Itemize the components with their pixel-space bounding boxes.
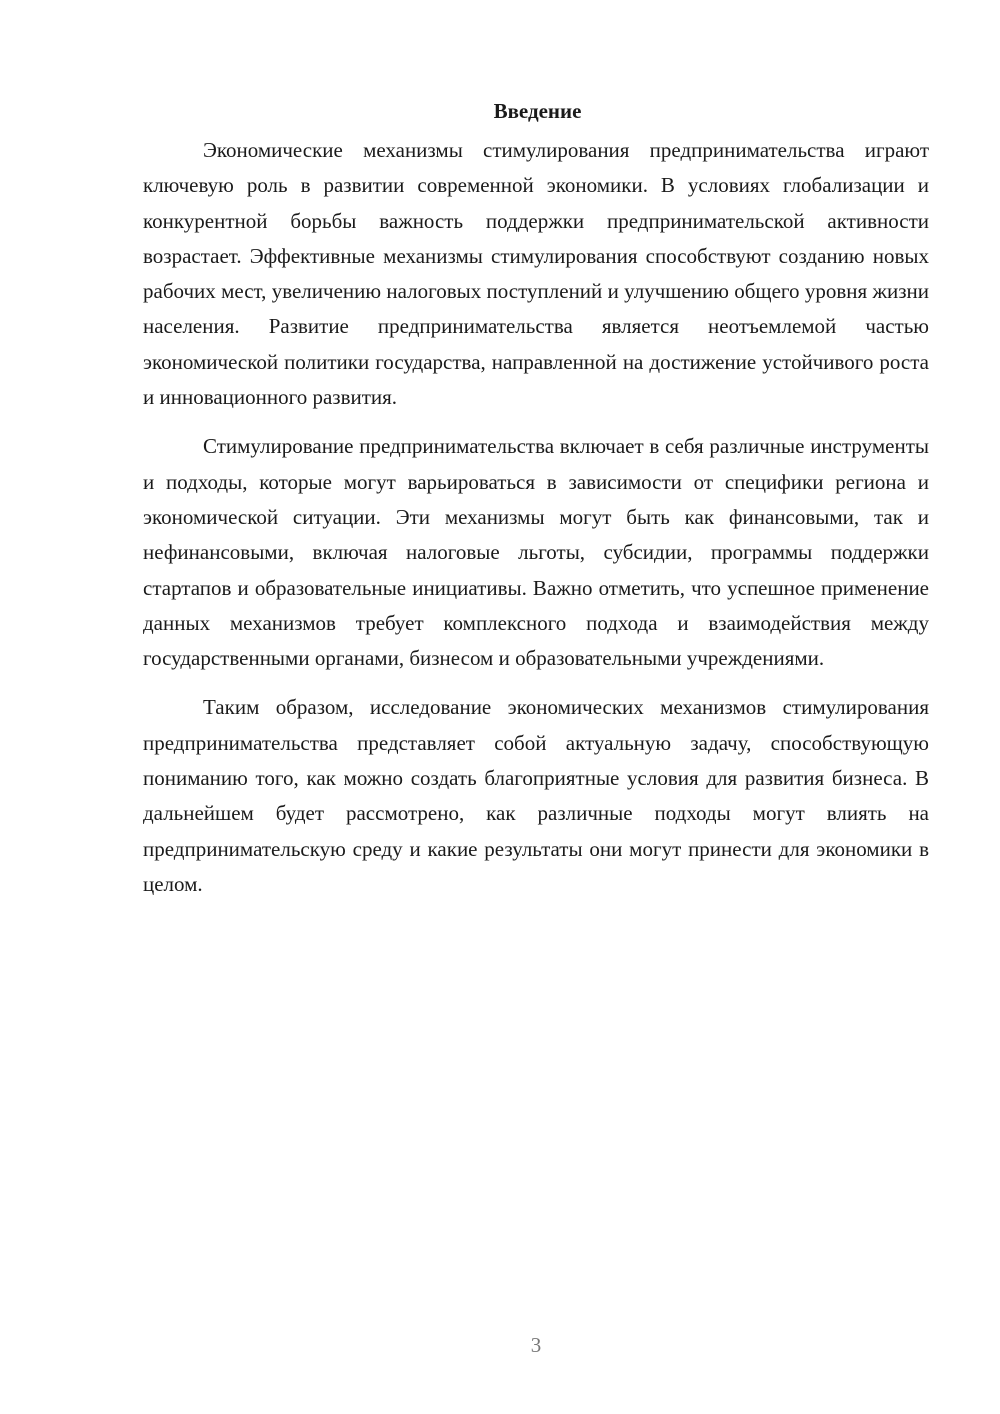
section-heading: Введение: [493, 99, 582, 123]
page-content: [143, 98, 929, 902]
paragraph: Стимулирование предпринимательства включает в себя различные инструменты и подходы, которые могут варьироваться в зависимости от специфики региона и экономической ситуации. Эти механизмы могут быть как финансовыми, так и нефинансовыми, включая налоговые льготы, субсидии, программы поддержки стартапов и образовательные инициативы. Важно отметить, что успешное применение данных механизмов требует комплексного подхода и взаимодействия между государственными органами, бизнесом и образовательными учреждениями.: [143, 434, 929, 671]
paragraph: Экономические механизмы стимулирования предпринимательства играют ключевую роль в развитии современной экономики. В условиях глобализации и конкурентной борьбы важность поддержки предпринимательской активности возрастает. Эффективные механизмы стимулирования способствуют созданию новых рабочих мест, увеличению налоговых поступлений и улучшению общего уровня жизни населения. Развитие предпринимательства является неотъемлемой частью экономической политики государства, направленной на достижение устойчивого роста и инновационного развития.: [143, 138, 929, 410]
page-number: 3: [530, 1333, 542, 1357]
paragraph: Таким образом, исследование экономических механизмов стимулирования предпринимательства представляет собой актуальную задачу, способствующую пониманию того, как можно создать благоприятные условия для развития бизнеса. В дальнейшем будет рассмотрено, как различные подходы могут влиять на предпринимательскую среду и какие результаты они могут принести для экономики в целом.: [143, 695, 929, 896]
